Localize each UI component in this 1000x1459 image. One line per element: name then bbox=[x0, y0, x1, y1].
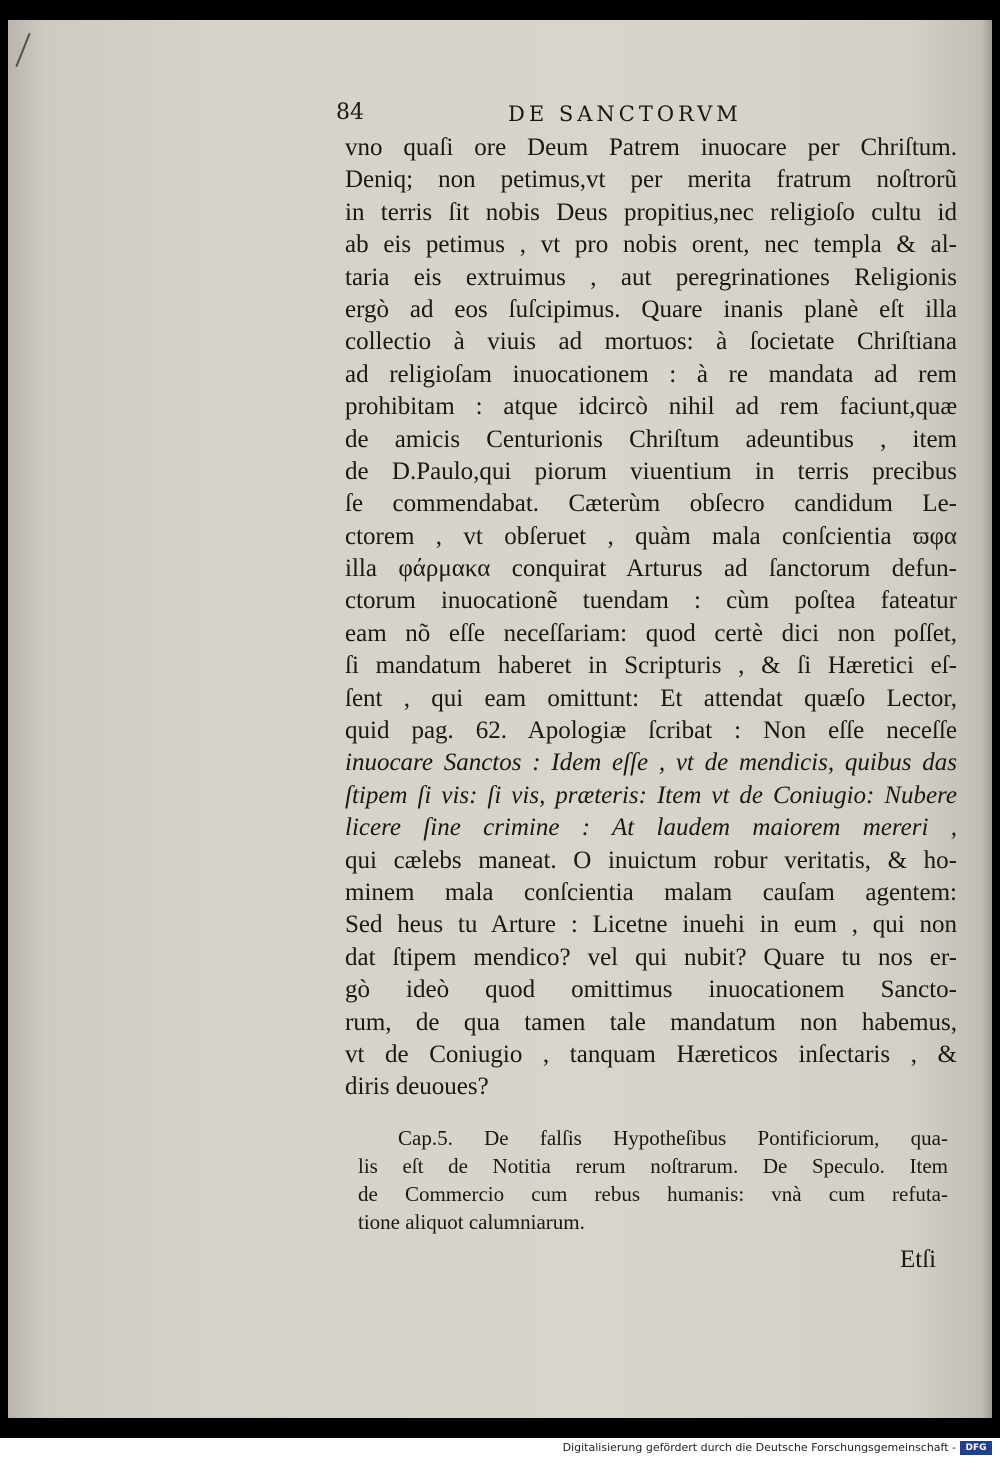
text-line: minem mala conſcientia malam cauſam agentem: bbox=[345, 878, 957, 906]
text-line: Sed heus tu Arture : Licetne inuehi in eum , qui non bbox=[345, 911, 957, 939]
text-line: de amicis Centurionis Chriſtum adeuntibus , item bbox=[345, 425, 957, 453]
text-line: qui cælebs maneat. O inuictum robur veritatis, & ho- bbox=[345, 846, 957, 874]
chapter-heading-line: de Commercio cum rebus humanis: vnà cum refuta- bbox=[358, 1182, 948, 1206]
chapter-heading-line: lis eſt de Notitia rerum noſtrarum. De Speculo. Item bbox=[358, 1154, 948, 1178]
text-line: eam nõ eſſe neceſſariam: quod certè dici non poſſet, bbox=[345, 619, 957, 647]
page-edge-shadow bbox=[982, 20, 992, 1418]
chapter-heading-line: Cap.5. De falſis Hypotheſibus Pontificiorum, qua- bbox=[398, 1126, 948, 1150]
chapter-heading-line: tione aliquot calumniarum. bbox=[358, 1210, 585, 1234]
text-line: rum, de qua tamen tale mandatum non habemus, bbox=[345, 1008, 957, 1036]
text-line: diris deuoues? bbox=[345, 1073, 489, 1101]
text-line: collectio à viuis ad mortuos: à ſocietate Chriſtiana bbox=[345, 328, 957, 356]
text-line-italic: ſtipem ſi vis: ſi vis, præteris: Item vt de Coniugio: Nubere bbox=[345, 781, 957, 809]
catchword: Etſi bbox=[900, 1246, 937, 1273]
page-header bbox=[336, 96, 796, 130]
text-line: ſent , qui eam omittunt: Et attendat quæſo Lector, bbox=[345, 684, 957, 712]
text-line: prohibitam : atque idcircò nihil ad rem faciunt,quæ bbox=[345, 393, 957, 421]
text-line: ſi mandatum haberet in Scripturis , & ſi Hæretici eſ- bbox=[345, 652, 957, 680]
text-line: ergò ad eos ſuſcipimus. Quare inanis planè eſt illa bbox=[345, 295, 957, 323]
text-line: in terris ſit nobis Deus propitius,nec religioſo cultu id bbox=[345, 198, 957, 226]
text-line-italic: licere ſine crimine : At laudem maiorem mereri , bbox=[345, 814, 957, 842]
dfg-logo[interactable]: DFG bbox=[960, 1441, 992, 1455]
footer-credit: Digitalisierung gefördert durch die Deutsche Forschungsgemeinschaft - bbox=[562, 1441, 956, 1454]
running-head: DE SANCTORVM bbox=[508, 102, 742, 126]
text-line: ab eis petimus , vt pro nobis orent, nec templa & al- bbox=[345, 231, 957, 259]
text-line: ctorem , vt obſeruet , quàm mala conſcientia ϖφα bbox=[345, 522, 957, 550]
text-line: Deniq; non petimus,vt per merita fratrum noſtrorũ bbox=[345, 166, 957, 194]
chapter-heading bbox=[358, 1124, 948, 1236]
text-line: dat ſtipem mendico? vel qui nubit? Quare tu nos er- bbox=[345, 943, 957, 971]
text-line: taria eis extruimus , aut peregrinationes Religionis bbox=[345, 263, 957, 291]
text-line: gò ideò quod omittimus inuocationem Sancto- bbox=[345, 976, 957, 1004]
text-line: quid pag. 62. Apologiæ ſcribat : Non eſſe neceſſe bbox=[345, 717, 957, 745]
text-line: ſe commendabat. Cæterùm obſecro candidum Le- bbox=[345, 490, 957, 518]
footer-bar bbox=[0, 1438, 1000, 1459]
text-line: vt de Coniugio , tanquam Hæreticos inſectaris , & bbox=[345, 1040, 957, 1068]
text-line-italic: inuocare Sanctos : Idem eſſe , vt de mendicis, quibus das bbox=[345, 749, 957, 777]
text-line: illa φάρμακα conquirat Arturus ad ſanctorum defun- bbox=[345, 555, 957, 583]
text-line: ad religioſam inuocationem : à re mandata ad rem bbox=[345, 360, 957, 388]
body-text bbox=[345, 132, 957, 1104]
text-line: vno quaſi ore Deum Patrem inuocare per Chriſtum. bbox=[345, 134, 957, 161]
text-line: de D.Paulo,qui piorum viuentium in terris precibus bbox=[345, 457, 957, 485]
text-line: ctorum inuocationẽ tuendam : cùm poſtea fateatur bbox=[345, 587, 957, 615]
page-number: 84 bbox=[336, 100, 364, 125]
